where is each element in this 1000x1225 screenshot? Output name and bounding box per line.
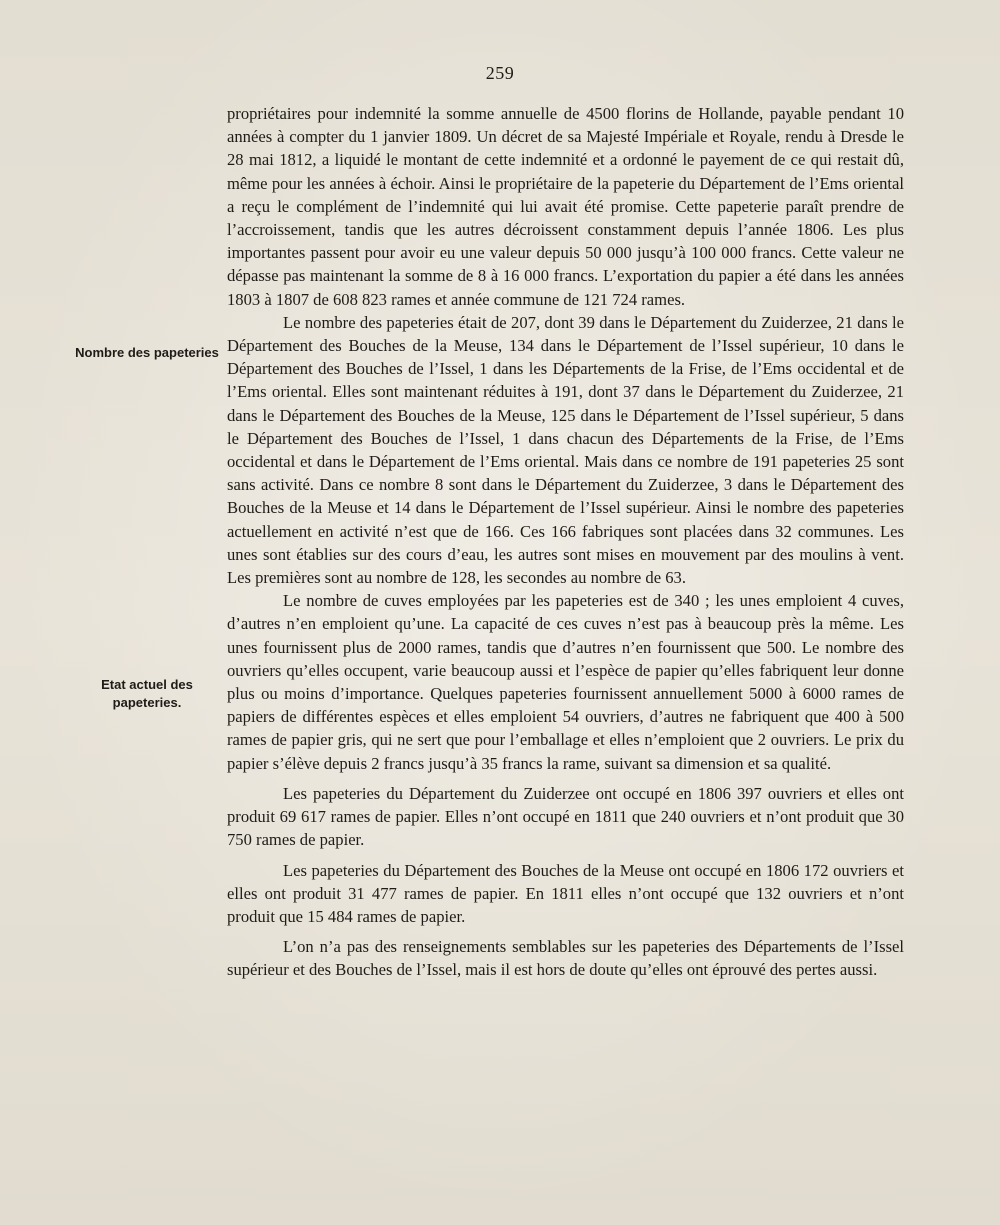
paragraph-2: Le nombre des papeteries était de 207, dont 39 dans le Département du Zuiderzee, 21 dans le Département des Bouches de la Meuse, 134 dans le Département de l’Issel supérieur, 10 dans le Département des Bouches de l’Issel, 1 dans les Départements de la Frise, de l’Ems occidental et de l’Ems oriental. Elles sont maintenant réduites à 191, dont 37 dans le Département du Zuiderzee, 21 dans le Département des Bouches de la Meuse, 125 dans le Département de l’Issel supérieur, 5 dans le Département des Bouches de l’Issel, 1 dans chacun des Départements de la Frise, de l’Ems occidental et dans le Département de l’Ems oriental. Mais dans ce nombre de 191 papeteries 25 sont sans activité. Dans ce nombre 8 sont dans le Département du Zuiderzee, 3 dans le Département des Bouches de la Meuse et 14 dans le Département de l’Issel supérieur. Ainsi le nombre des papeteries actuellement en activité n’est que de 166. Ces 166 fabriques sont placées dans 32 communes. Les unes sont établies sur des cours d’eau, les autres sont mises en mouvement par des moulins à vent. Les premières sont au nombre de 128, les secondes au nombre de 63. [227, 312, 904, 588]
body-text [227, 102, 904, 982]
paragraph-6: L’on n’a pas des renseignements semblables sur les papeteries des Départements de l’Issel supérieur et des Bouches de l’Issel, mais il est hors de doute qu’elles ont éprouvé des pertes aussi. [227, 937, 904, 980]
paragraph-1: propriétaires pour indemnité la somme annuelle de 4500 florins de Hollande, payable pendant 10 années à compter du 1 janvier 1809. Un décret de sa Majesté Impériale et Royale, rendu à Dresde le 28 mai 1812, a liquidé le montant de cette indemnité et a ordonné le payement de ce qui restait dû, même pour les années à échoir. Ainsi le propriétaire de la papeterie du Département de l’Ems oriental a reçu le complément de l’indemnité qui lui avait été promise. Cette papeterie paraît prendre de l’accroissement, tandis que les autres décroissent constamment depuis l’année 1806. Les plus importantes passent pour avoir eu une valeur depuis 50 000 jusqu’à 100 000 francs. Cette valeur ne dépasse pas maintenant la somme de 8 à 16 000 francs. L’exportation du papier a été dans les années 1803 à 1807 de 608 823 rames et année commune de 121 724 rames. [227, 104, 904, 309]
margin-note-etat-actuel: Etat actuel des papeteries. [101, 677, 193, 710]
paragraph-5: Les papeteries du Département des Bouches de la Meuse ont occupé en 1806 172 ouvriers et elles ont produit 31 477 rames de papier. En 1811 elles n’ont occupé que 132 ouvriers et n’ont produit que 15 484 rames de papier. [227, 860, 904, 926]
page-number: 259 [485, 63, 515, 83]
paragraph-4: Les papeteries du Département du Zuiderzee ont occupé en 1806 397 ouvriers et elles ont produit 69 617 rames de papier. Elles n’ont occupé en 1811 que 240 ouvriers et n’ont produit que 30 750 rames de papier. [227, 783, 904, 850]
margin-note-nombre-des-papeteries: Nombre des papeteries [75, 345, 219, 360]
paragraph-3: Le nombre de cuves employées par les papeteries est de 340 ; les unes emploient 4 cuves, d’autres n’en emploient qu’une. La capacité de ces cuves n’est pas à beaucoup près la même. Les unes fournissent plus de 2000 rames, tandis que d’autres n’en fournissent que 500. Le nombre des ouvriers qu’elles occupent, varie beaucoup aussi et l’espèce de papier qu’elles fabriquent leur donne plus ou moins d’importance. Quelques papeteries fournissent annuellement 5000 à 6000 rames de papiers de différentes espèces et elles emploient 54 ouvriers, d’autres ne fabriquent que 400 à 500 rames de papier gris, qui ne sert que pour l’emballage et elles n’emploient que 2 ouvriers. Le prix du papier s’élève depuis 2 francs jusqu’à 35 francs la rame, suivant sa dimension et sa qualité. [227, 591, 904, 773]
